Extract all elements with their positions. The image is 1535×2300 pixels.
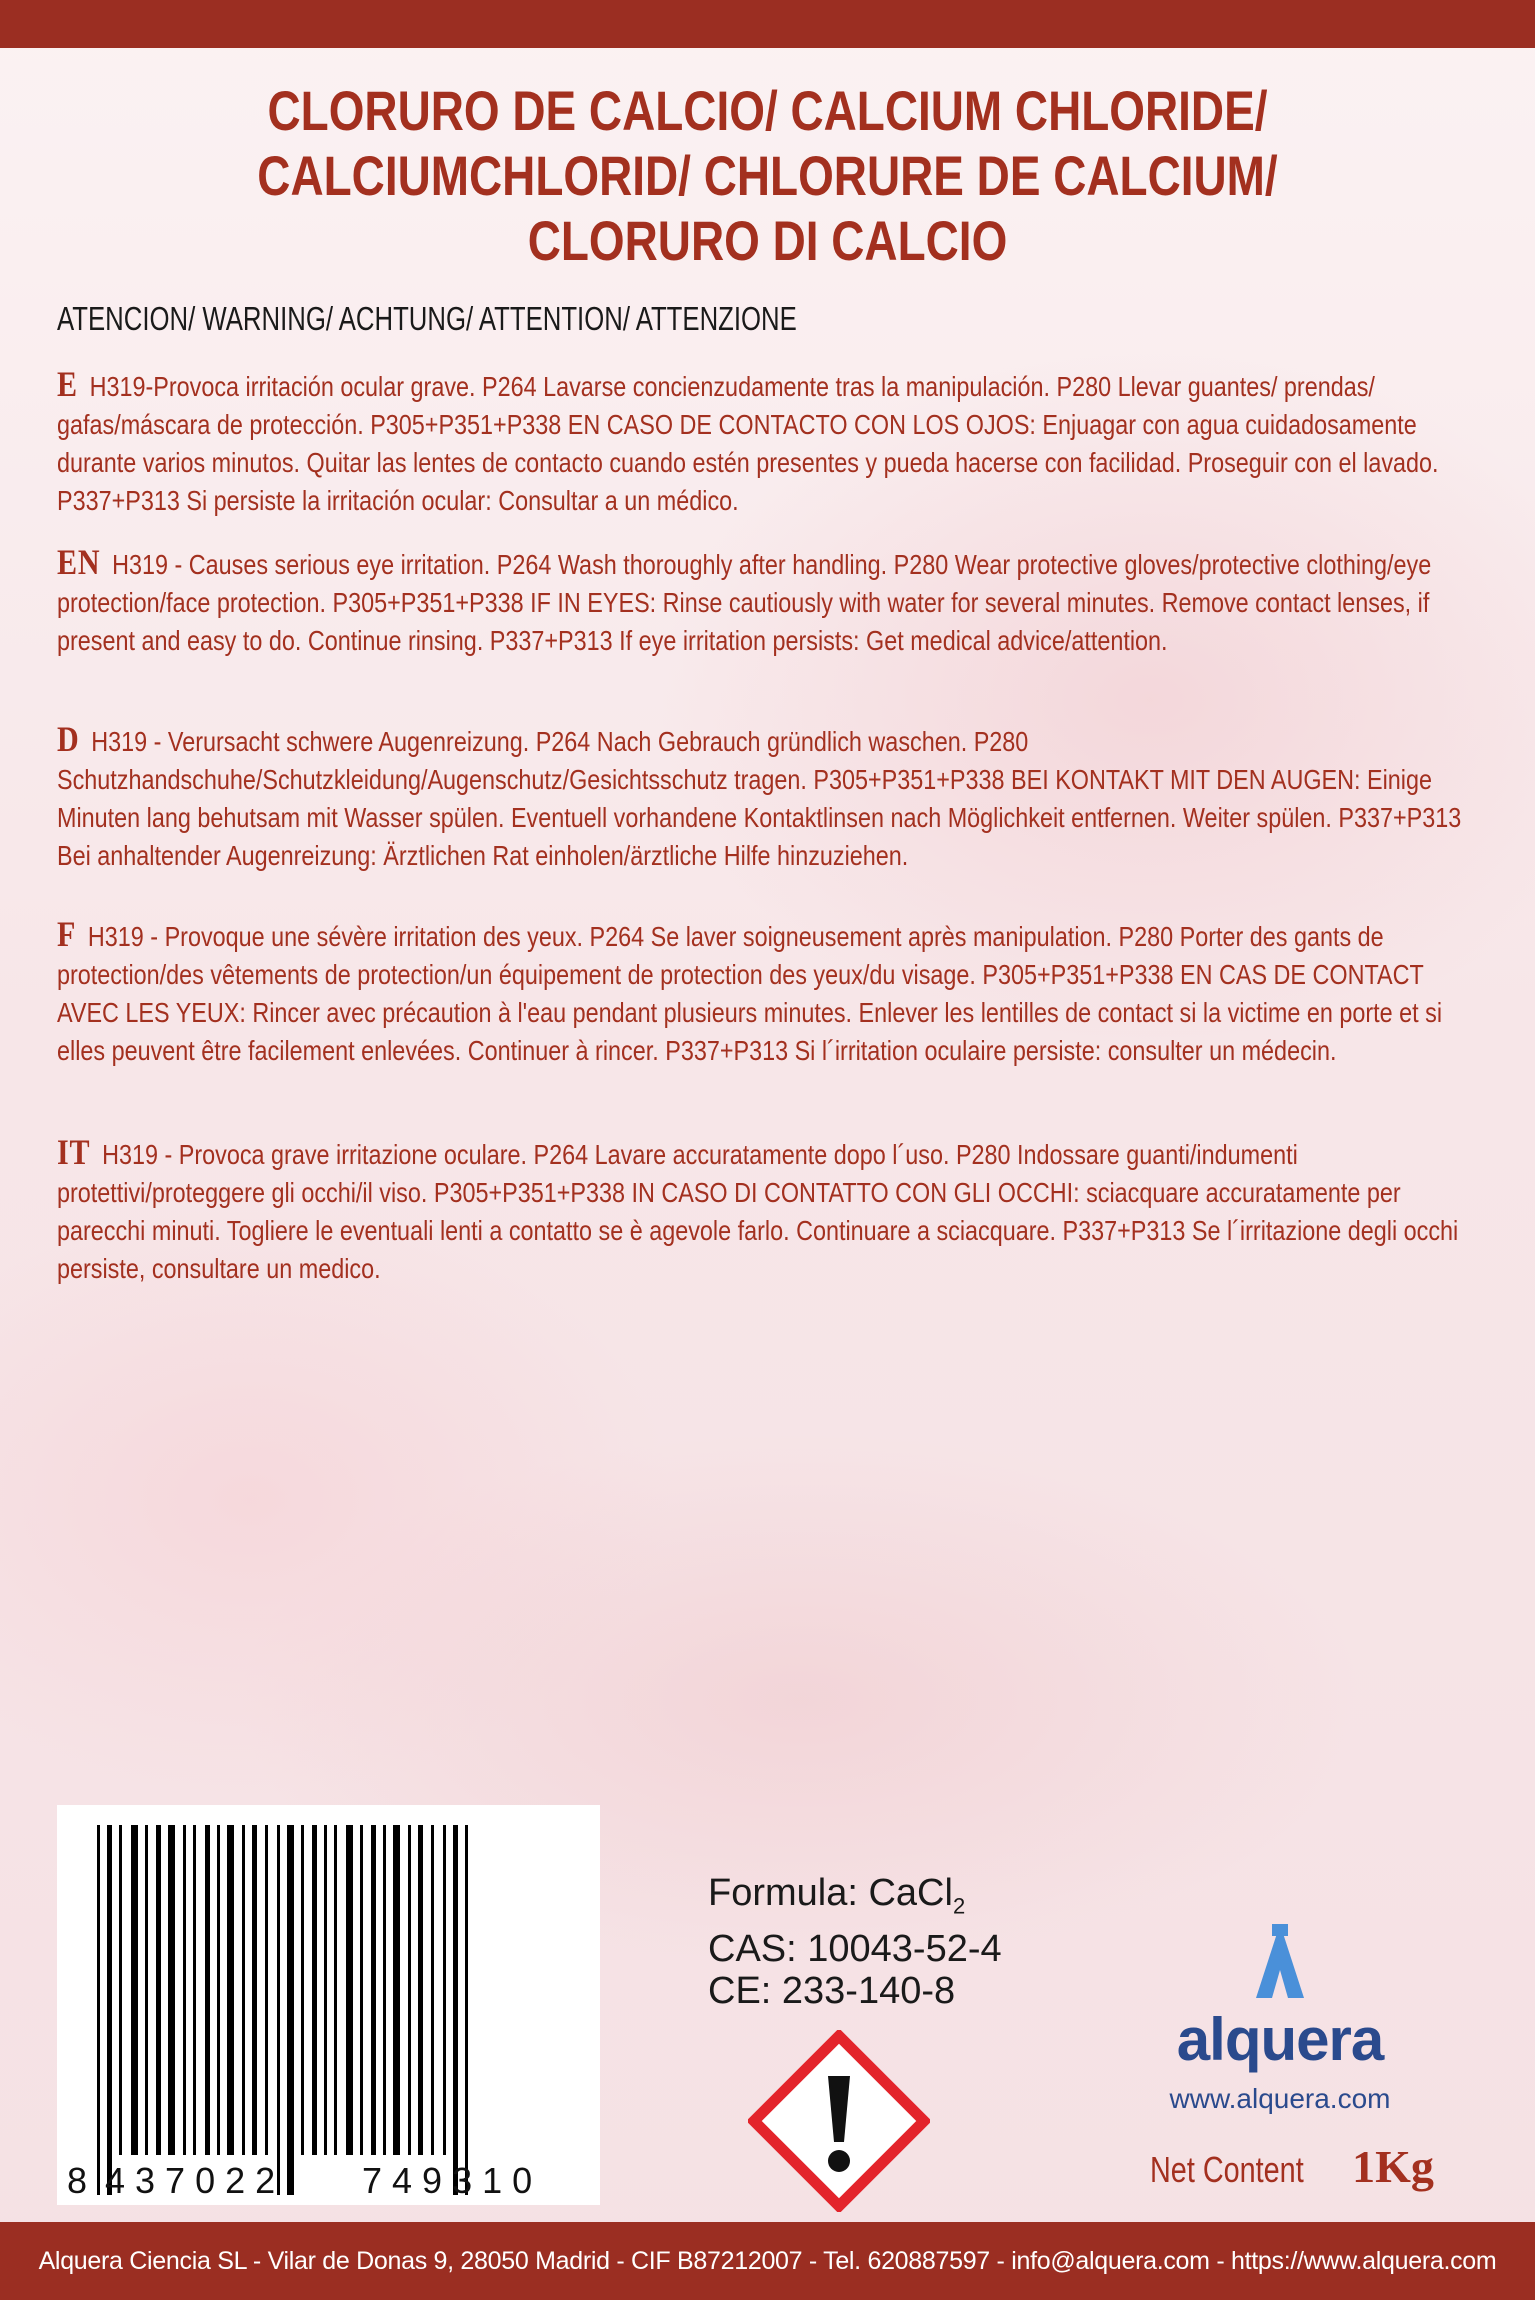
title-line-2: CALCIUMCHLORID/ CHLORURE DE CALCIUM/ [257, 144, 1278, 207]
signal-word: ATENCION/ WARNING/ ACHTUNG/ ATTENTION/ ATTENZIONE [57, 300, 797, 337]
lang-code-it: IT [57, 1132, 91, 1172]
formula-label: Formula: CaCl [708, 1872, 953, 1914]
barcode-bar [418, 1825, 423, 2155]
barcode-bar [346, 1825, 353, 2155]
barcode-bar [360, 1825, 363, 2155]
barcode-bar [408, 1825, 411, 2155]
barcode-bar [301, 1825, 304, 2155]
barcode-bars [57, 1805, 600, 2205]
section-es [57, 365, 1477, 520]
barcode-bar [383, 1825, 386, 2155]
barcode-bar [107, 1825, 112, 2195]
barcode-bar [217, 1825, 220, 2155]
alquera-logo-icon [1150, 1920, 1410, 2010]
barcode-bar [334, 1825, 337, 2155]
section-en [57, 543, 1477, 660]
top-bar [0, 0, 1535, 48]
title-line-3: CLORURO DI CALCIO [527, 209, 1008, 272]
section-text-de: H319 - Verursacht schwere Augenreizung. P264 Nach Gebrauch gründlich waschen. P280 Schutzhandschuhe/Schutzkleidung/Augenschutz/Gesichtsschutz tragen. P305+P351+P338 BEI KONTAKT MIT DEN AUGEN: Einige Minuten lang behutsam mit Wasser spülen. Eventuell vorhandene Kontaktlinsen nach Möglichkeit entfernen. Weiter spülen. P337+P313 Bei anhaltender Augenreizung: Ärztlichen Rat einholen/ärztliche Hilfe hinzuziehen. [57, 726, 1462, 871]
section-text-it: H319 - Provoca grave irritazione oculare. P264 Lavare accuratamente dopo l´uso. P280 Indossare guanti/indumenti protettivi/proteggere gli occhi/il viso. P305+P351+P338 IN CASO DI CONTATTO CON GLI OCCHI: sciacquare accuratamente per parecchi minuti. Togliere le eventuali lenti a contatto se è agevole farlo. Continuare a sciacquare. P337+P313 Se l´irritazione degli occhi persiste, consultare un medico. [57, 1139, 1459, 1284]
barcode-bar [205, 1825, 210, 2155]
barcode [57, 1805, 600, 2205]
barcode-bar [431, 1825, 434, 2155]
product-title [253, 78, 1282, 273]
barcode-bar [453, 1825, 458, 2195]
cas-number: CAS: 10043-52-4 [708, 1927, 1002, 1970]
net-content [1150, 2140, 1434, 2193]
exclamation-mark-icon [748, 2030, 930, 2212]
barcode-first-digit: 8 [67, 2160, 88, 2201]
barcode-bar [193, 1825, 196, 2155]
barcode-bar [443, 1825, 446, 2155]
footer-bar [0, 2222, 1535, 2300]
brand-name: alquera [1176, 2006, 1384, 2073]
barcode-bar [131, 1825, 138, 2155]
barcode-bar [119, 1825, 122, 2155]
barcode-bar [312, 1825, 317, 2155]
barcode-bar [465, 1825, 468, 2195]
barcode-bar [371, 1825, 376, 2155]
barcode-bar [156, 1825, 161, 2155]
net-content-value: 1Kg [1352, 2141, 1434, 2192]
formula-subscript: 2 [952, 1893, 966, 1919]
lang-code-es: E [57, 364, 78, 404]
barcode-bar [97, 1825, 100, 2195]
section-de [57, 720, 1477, 875]
lang-code-fr: F [57, 914, 77, 954]
barcode-bar [393, 1825, 400, 2155]
section-text-fr: H319 - Provoque une sévère irritation des yeux. P264 Se laver soigneusement après manipulation. P280 Porter des gants de protection/des vêtements de protection/un équipement de protection des yeux/du visage. P305+P351+P338 EN CAS DE CONTACT AVEC LES YEUX: Rincer avec précaution à l'eau pendant plusieurs minutes. Enlever les lentilles de contact si la victime en porte et si elles peuvent être facilement enlevées. Continuer à rincer. P337+P313 Si l´irritation oculaire persiste: consulter un médecin. [57, 921, 1443, 1066]
barcode-bar [277, 1825, 280, 2195]
barcode-bar [242, 1825, 245, 2155]
lang-code-en: EN [57, 542, 101, 582]
barcode-group-1: 437022 [105, 2160, 286, 2201]
barcode-bar [168, 1825, 175, 2155]
section-text-es: H319-Provoca irritación ocular grave. P264 Lavarse concienzudamente tras la manipulación. P280 Llevar guantes/ prendas/ gafas/máscara de protección. P305+P351+P338 EN CASO DE CONTACTO CON LOS OJOS: Enjuagar con agua cuidadosamente durante varios minutos. Quitar las lentes de contacto cuando estén presentes y pueda hacerse con facilidad. Proseguir con el lavado. P337+P313 Si persiste la irritación ocular: Consultar a un médico. [57, 371, 1439, 516]
barcode-bar [183, 1825, 186, 2155]
barcode-bar [145, 1825, 148, 2155]
lang-code-de: D [57, 719, 80, 759]
barcode-digits [57, 2160, 600, 2205]
barcode-bar [324, 1825, 327, 2155]
footer-text: Alquera Ciencia SL - Vilar de Donas 9, 28050 Madrid - CIF B87212007 - Tel. 620887597 - info@alquera.com - https://www.alquera.com [38, 2246, 1497, 2275]
brand-url[interactable]: www.alquera.com [1169, 2083, 1391, 2114]
barcode-bar [227, 1825, 234, 2155]
section-text-en: H319 - Causes serious eye irritation. P264 Wash thoroughly after handling. P280 Wear protective gloves/protective clothing/eye protection/face protection. P305+P351+P338 IF IN EYES: Rinse cautiously with water for several minutes. Remove contact lenses, if present and easy to do. Continue rinsing. P337+P313 If eye irritation persists: Get medical advice/attention. [57, 549, 1432, 656]
net-content-label: Net Content [1150, 2149, 1304, 2190]
section-fr [57, 915, 1477, 1070]
barcode-bar [252, 1825, 257, 2155]
barcode-group-2: 749310 [362, 2160, 543, 2201]
barcode-bar [287, 1825, 294, 2195]
chemical-info [708, 1872, 1002, 2012]
title-line-1: CLORURO DE CALCIO/ CALCIUM CHLORIDE/ [267, 79, 1268, 142]
ce-number: CE: 233-140-8 [708, 1969, 956, 2012]
section-it [57, 1133, 1477, 1288]
formula [708, 1872, 1002, 1928]
barcode-bar [265, 1825, 268, 2155]
